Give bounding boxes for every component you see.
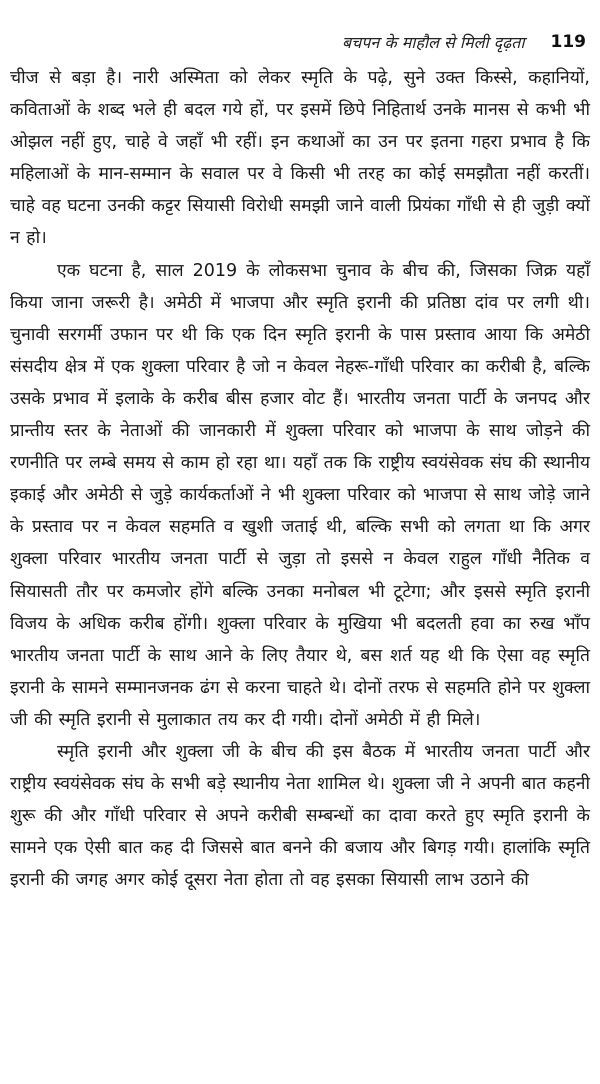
body-text [10, 62, 590, 896]
running-title: बचपन के माहौल से मिली दृढ़ता [342, 33, 525, 52]
paragraph-2: एक घटना है, साल 2019 के लोकसभा चुनाव के बीच की, जिसका जिक्र यहाँ किया जाना जरूरी है। अमेठी में भाजपा और स्मृति इरानी की प्रतिष्ठा दांव पर लगी थी। चुनावी सरगर्मी उफान पर थी कि एक दिन स्मृति इरानी के पास प्रस्ताव आया कि अमेठी संसदीय क्षेत्र में एक शुक्ला परिवार है जो न केवल नेहरू-गाँधी परिवार का करीबी है, बल्कि उसके प्रभाव में इलाके के करीब बीस हजार वोट हैं। भारतीय जनता पार्टी के जनपद और प्रान्तीय स्तर के नेताओं की जानकारी में शुक्ला परिवार को भाजपा के साथ जोड़ने की रणनीति पर लम्बे समय से काम हो रहा था। यहाँ तक कि राष्ट्रीय स्वयंसेवक संघ की स्थानीय इकाई और अमेठी से जुड़े कार्यकर्ताओं ने भी शुक्ला परिवार को भाजपा से साथ जोड़े जाने के प्रस्ताव पर न केवल सहमति व खुशी जताई थी, बल्कि सभी को लगता था कि अगर शुक्ला परिवार भारतीय जनता पार्टी से जुड़ा तो इससे न केवल राहुल गाँधी नैतिक व सियासती तौर पर कमजोर होंगे बल्कि उनका मनोबल भी टूटेगा; और इससे स्मृति इरानी विजय के अधिक करीब होंगी। शुक्ला परिवार के मुखिया भी बदलती हवा का रुख भाँप भारतीय जनता पार्टी के साथ आने के लिए तैयार थे, बस शर्त यह थी कि ऐसा वह स्मृति इरानी के सामने सम्मानजनक ढंग से करना चाहते थे। दोनों तरफ से सहमति होने पर शुक्ला जी की स्मृति इरानी से मुलाकात तय कर दी गयी। दोनों अमेठी में ही मिले। [10, 260, 590, 730]
paragraph-1: चीज से बड़ा है। नारी अस्मिता को लेकर स्मृति के पढ़े, सुने उक्त किस्से, कहानियों, कविताओं के शब्द भले ही बदल गये हों, पर इसमें छिपे निहितार्थ उनके मानस से कभी भी ओझल नहीं हुए, चाहे वे जहाँ भी रहीं। इन कथाओं का उन पर इतना गहरा प्रभाव है कि महिलाओं के मान-सम्मान के सवाल पर वे किसी भी तरह का कोई समझौता नहीं करतीं। चाहे वह घटना उनकी कट्टर सियासी विरोधी समझी जाने वाली प्रियंका गाँधी से ही जुड़ी क्यों न हो। [10, 68, 590, 249]
running-header [14, 30, 586, 54]
page-number: 119 [550, 32, 586, 52]
paragraph-3: स्मृति इरानी और शुक्ला जी के बीच की इस बैठक में भारतीय जनता पार्टी और राष्ट्रीय स्वयंसेवक संघ के सभी बड़े स्थानीय नेता शामिल थे। शुक्ला जी ने अपनी बात कहनी शुरू की और गाँधी परिवार से अपने करीबी सम्बन्धों का दावा करते हुए स्मृति इरानी के सामने एक ऐसी बात कह दी जिससे बात बनने की बजाय और बिगड़ गयी। हालांकि स्मृति इरानी की जगह अगर कोई दूसरा नेता होता तो वह इसका सियासी लाभ उठाने की [10, 741, 590, 891]
